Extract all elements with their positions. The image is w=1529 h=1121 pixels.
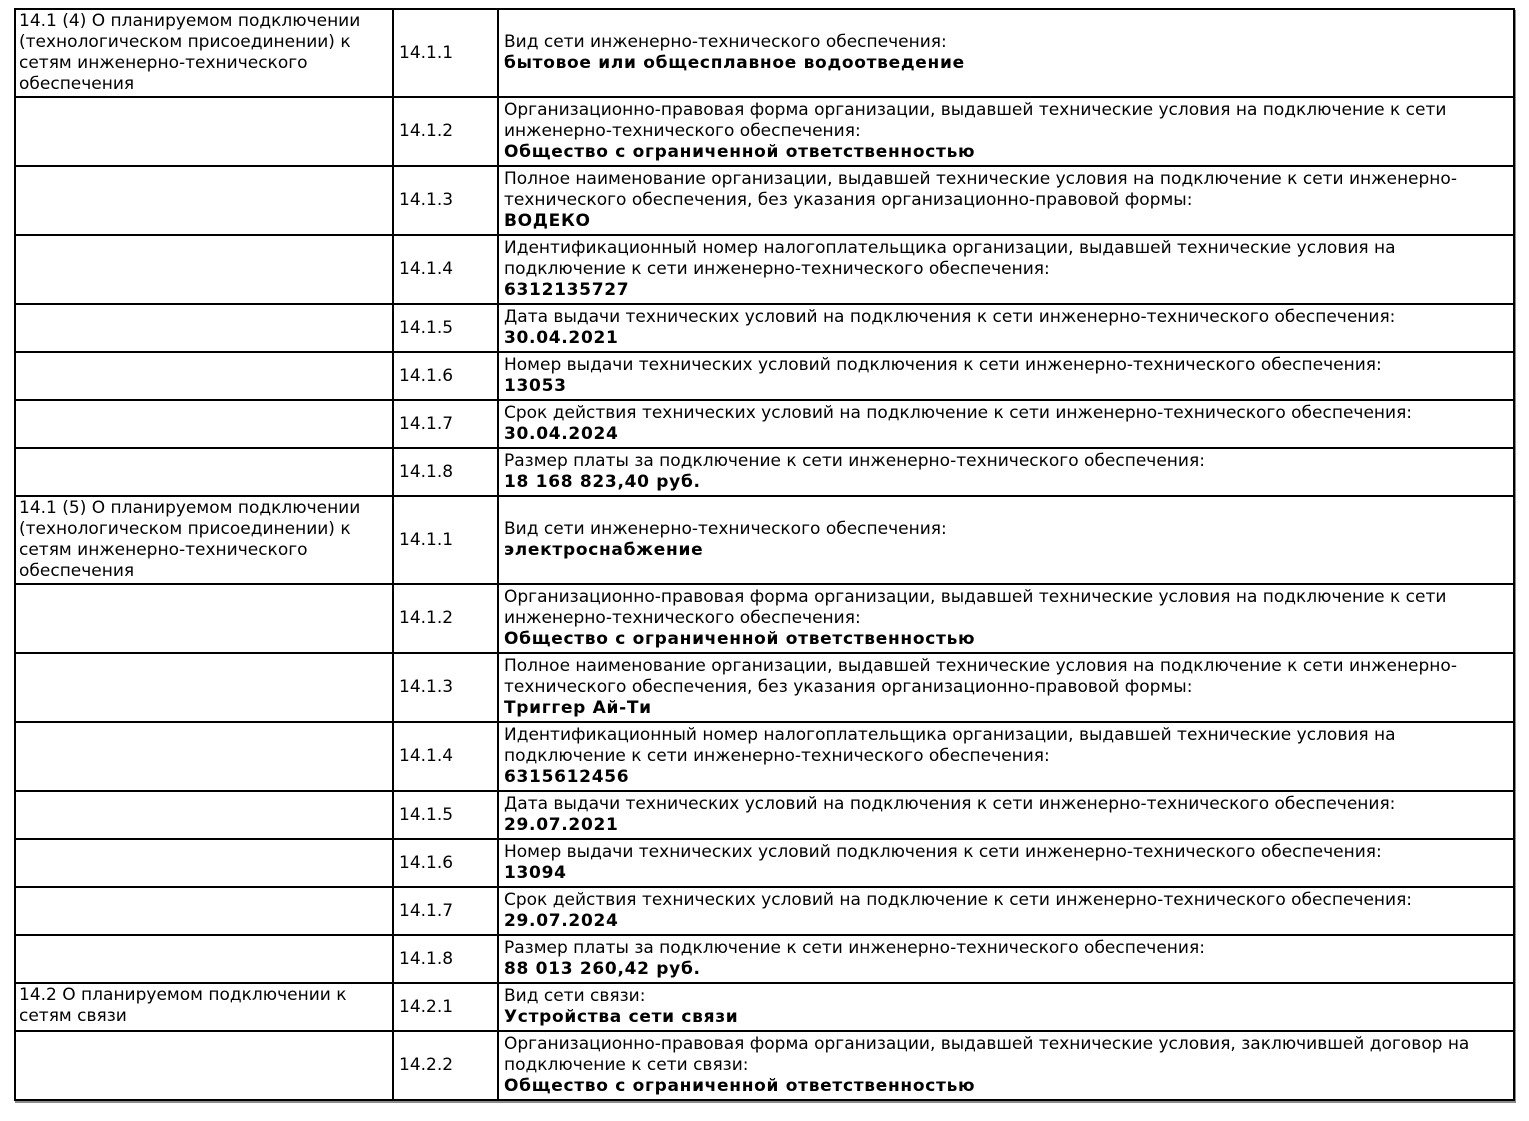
row-number: 14.1.7 <box>399 413 454 434</box>
section-title-cell <box>15 653 393 722</box>
field-value: Триггер Ай-Ти <box>504 698 652 718</box>
field-label: Полное наименование организации, выдавшей технические условия на подключение к сети инженерно-технического обеспечения, без указания организационно-правовой формы: <box>504 656 1457 697</box>
table-row <box>15 496 1514 584</box>
row-content-cell <box>498 235 1514 304</box>
field-label: Номер выдачи технических условий подключения к сети инженерно-технического обеспечения: <box>504 355 1382 375</box>
section-title-cell <box>15 935 393 983</box>
row-number: 14.1.1 <box>399 529 454 550</box>
field-value: ВОДЕКО <box>504 211 591 231</box>
field-label: Срок действия технических условий на подключение к сети инженерно-технического обеспечения: <box>504 403 1413 423</box>
row-number: 14.1.8 <box>399 948 454 969</box>
row-content-cell <box>498 653 1514 722</box>
field-label: Вид сети инженерно-технического обеспечения: <box>504 32 947 52</box>
table-row <box>15 983 1514 1031</box>
section-title: 14.2 О планируемом подключении к сетям связи <box>19 985 347 1026</box>
section-title-cell <box>15 9 393 97</box>
section-title-cell <box>15 1031 393 1100</box>
table-row <box>15 839 1514 887</box>
field-value: 30.04.2021 <box>504 328 619 348</box>
row-number: 14.1.2 <box>399 121 454 141</box>
row-content-cell <box>498 1031 1514 1100</box>
field-value: Общество с ограниченной ответственностью <box>504 629 976 649</box>
field-value: 13053 <box>504 376 567 396</box>
row-content-cell <box>498 304 1514 352</box>
row-content-cell <box>498 448 1514 496</box>
row-number: 14.1.8 <box>399 461 454 482</box>
row-content-cell <box>498 97 1514 166</box>
row-number-cell <box>393 839 498 887</box>
row-number: 14.1.1 <box>399 42 454 63</box>
row-content-cell <box>498 722 1514 791</box>
section-title-cell <box>15 839 393 887</box>
row-number-cell <box>393 304 498 352</box>
table-row <box>15 97 1514 166</box>
table-row <box>15 791 1514 839</box>
row-content-cell <box>498 983 1514 1031</box>
field-label: Размер платы за подключение к сети инженерно-технического обеспечения: <box>504 938 1205 958</box>
field-label: Полное наименование организации, выдавшей технические условия на подключение к сети инженерно-технического обеспечения, без указания организационно-правовой формы: <box>504 169 1457 210</box>
section-title-cell <box>15 97 393 166</box>
field-label: Номер выдачи технических условий подключения к сети инженерно-технического обеспечения: <box>504 842 1382 862</box>
field-value: 88 013 260,42 руб. <box>504 959 701 979</box>
table-row <box>15 448 1514 496</box>
row-number-cell <box>393 653 498 722</box>
table-row <box>15 304 1514 352</box>
section-title-cell <box>15 235 393 304</box>
section-title-cell <box>15 887 393 935</box>
row-content-cell <box>498 352 1514 400</box>
row-content-cell <box>498 584 1514 653</box>
section-title-cell <box>15 496 393 584</box>
row-number: 14.2.1 <box>399 996 454 1017</box>
field-label: Идентификационный номер налогоплательщика организации, выдавшей технические условия на подключение к сети инженерно-технического обеспечения: <box>504 725 1396 766</box>
table-body <box>15 9 1514 1100</box>
field-value: Общество с ограниченной ответственностью <box>504 142 976 162</box>
field-value: 6312135727 <box>504 280 630 300</box>
table-row <box>15 166 1514 235</box>
table-row <box>15 887 1514 935</box>
row-number: 14.1.4 <box>399 259 454 279</box>
field-label: Организационно-правовая форма организации, выдавшей технические условия, заключившей договор на подключение к сети связи: <box>504 1034 1470 1075</box>
section-title-cell <box>15 304 393 352</box>
field-value: 18 168 823,40 руб. <box>504 472 701 492</box>
section-title-cell <box>15 166 393 235</box>
table-row <box>15 352 1514 400</box>
row-number: 14.1.2 <box>399 608 454 628</box>
section-title-cell <box>15 352 393 400</box>
row-content-cell <box>498 791 1514 839</box>
row-content-cell <box>498 839 1514 887</box>
field-label: Вид сети связи: <box>504 986 646 1006</box>
row-number-cell <box>393 983 498 1031</box>
row-number: 14.1.3 <box>399 677 454 697</box>
row-content-cell <box>498 166 1514 235</box>
section-title-cell <box>15 983 393 1031</box>
field-value: бытовое или общесплавное водоотведение <box>504 53 965 73</box>
row-number: 14.1.5 <box>399 317 454 338</box>
field-value: Общество с ограниченной ответственностью <box>504 1076 976 1096</box>
row-number-cell <box>393 400 498 448</box>
table-row <box>15 722 1514 791</box>
field-value: Устройства сети связи <box>504 1007 739 1027</box>
row-content-cell <box>498 496 1514 584</box>
row-content-cell <box>498 887 1514 935</box>
row-number: 14.1.4 <box>399 746 454 766</box>
field-label: Размер платы за подключение к сети инженерно-технического обеспечения: <box>504 451 1205 471</box>
row-number: 14.1.3 <box>399 190 454 210</box>
table-row <box>15 1031 1514 1100</box>
row-number: 14.1.6 <box>399 852 454 873</box>
table-row <box>15 235 1514 304</box>
project-declaration-table <box>14 8 1515 1101</box>
section-title: 14.1 (5) О планируемом подключении (технологическом присоединении) к сетям инженерно-технического обеспечения <box>19 498 361 581</box>
section-title-cell <box>15 448 393 496</box>
field-label: Дата выдачи технических условий на подключения к сети инженерно-технического обеспечения: <box>504 794 1396 814</box>
field-value: 6315612456 <box>504 767 630 787</box>
field-label: Вид сети инженерно-технического обеспечения: <box>504 519 947 539</box>
row-number: 14.1.7 <box>399 900 454 921</box>
row-number-cell <box>393 496 498 584</box>
row-number-cell <box>393 166 498 235</box>
row-number: 14.1.6 <box>399 365 454 386</box>
field-label: Дата выдачи технических условий на подключения к сети инженерно-технического обеспечения: <box>504 307 1396 327</box>
field-value: электроснабжение <box>504 540 704 560</box>
field-label: Идентификационный номер налогоплательщика организации, выдавшей технические условия на подключение к сети инженерно-технического обеспечения: <box>504 238 1396 279</box>
row-number-cell <box>393 448 498 496</box>
field-value: 29.07.2024 <box>504 911 619 931</box>
row-number-cell <box>393 352 498 400</box>
row-number-cell <box>393 9 498 97</box>
field-value: 13094 <box>504 863 567 883</box>
field-label: Срок действия технических условий на подключение к сети инженерно-технического обеспечения: <box>504 890 1413 910</box>
row-number: 14.2.2 <box>399 1055 454 1075</box>
field-label: Организационно-правовая форма организации, выдавшей технические условия на подключение к сети инженерно-технического обеспечения: <box>504 587 1447 628</box>
field-value: 29.07.2021 <box>504 815 619 835</box>
section-title-cell <box>15 791 393 839</box>
row-number-cell <box>393 887 498 935</box>
table-row <box>15 935 1514 983</box>
section-title-cell <box>15 584 393 653</box>
row-number: 14.1.5 <box>399 804 454 825</box>
row-number-cell <box>393 235 498 304</box>
section-title-cell <box>15 722 393 791</box>
table-row <box>15 9 1514 97</box>
row-content-cell <box>498 9 1514 97</box>
row-number-cell <box>393 791 498 839</box>
section-title-cell <box>15 400 393 448</box>
row-number-cell <box>393 97 498 166</box>
row-number-cell <box>393 1031 498 1100</box>
row-content-cell <box>498 935 1514 983</box>
table-row <box>15 400 1514 448</box>
table-row <box>15 653 1514 722</box>
field-value: 30.04.2024 <box>504 424 619 444</box>
row-content-cell <box>498 400 1514 448</box>
row-number-cell <box>393 722 498 791</box>
field-label: Организационно-правовая форма организации, выдавшей технические условия на подключение к сети инженерно-технического обеспечения: <box>504 100 1447 141</box>
row-number-cell <box>393 935 498 983</box>
table-row <box>15 584 1514 653</box>
section-title: 14.1 (4) О планируемом подключении (технологическом присоединении) к сетям инженерно-технического обеспечения <box>19 11 361 94</box>
row-number-cell <box>393 584 498 653</box>
